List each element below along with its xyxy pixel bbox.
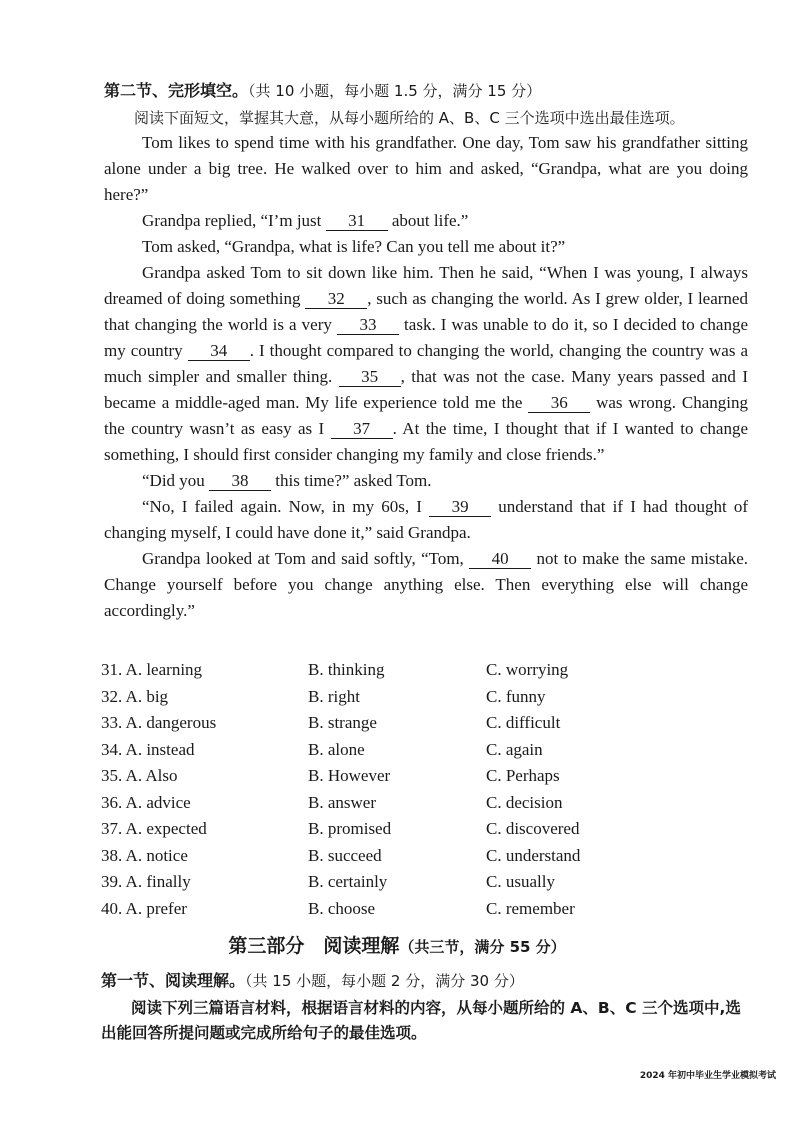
section-heading-reading [101, 968, 524, 991]
text-run: task. I was unable to do it, so I decided to change my country [104, 315, 749, 360]
option-row-40 [101, 896, 661, 923]
blank-40: 40 [469, 550, 531, 569]
text-run: not to make the same mistake. Change yourself before you change anything else. Then everything else will change accordingly.” [104, 549, 748, 620]
option-row-33 [101, 710, 661, 737]
option-row-31 [101, 657, 661, 684]
option-b: B. promised [308, 819, 392, 838]
option-a: 32. A. big [101, 686, 169, 706]
section-heading-cloze [104, 78, 541, 101]
text-run: understand that if I had thought of changing myself, I could have done it,” said Grandpa. [104, 497, 749, 542]
text-run: , such as changing the world. As I grew older, I learned that changing the world is a very [104, 289, 748, 334]
option-c: C. decision [486, 792, 563, 812]
section-instruction: 阅读下面短文，掌握其大意，从每小题所给的 A、B、C 三个选项中选出最佳选项。 [134, 109, 685, 127]
cloze-passage [104, 130, 748, 624]
part-heading-reading [0, 931, 794, 958]
page-footer: 2024 年初中毕业生学业模拟考试 [639, 1071, 776, 1081]
option-b: B. thinking [308, 660, 385, 679]
paragraph [104, 468, 748, 494]
blank-34: 34 [188, 342, 250, 361]
option-c: C. funny [486, 686, 546, 706]
option-c: C. remember [486, 898, 575, 918]
blank-31: 31 [326, 212, 388, 231]
option-b: B. alone [308, 739, 365, 759]
option-b: B. succeed [308, 845, 382, 865]
option-row-37 [101, 816, 661, 843]
blank-32: 32 [305, 290, 367, 309]
text-run: Grandpa asked Tom to sit down like him. Then he said, “When I was young, I always dreamed of doing something [104, 263, 748, 308]
option-a: 36. A. advice [101, 792, 191, 812]
option-c: C. understand [486, 845, 581, 865]
part-title: 第三部分 阅读理解 [228, 935, 400, 957]
option-a: 34. A. instead [101, 739, 195, 759]
option-a: 38. A. notice [101, 845, 188, 865]
blank-33: 33 [337, 316, 399, 335]
option-b: B. strange [308, 713, 377, 732]
option-row-32 [101, 684, 661, 711]
part-meta: （共三节，满分 55 分） [399, 938, 566, 956]
blank-37: 37 [331, 420, 393, 439]
option-c: C. usually [486, 872, 555, 891]
option-b: B. answer [308, 792, 376, 812]
option-c: C. again [486, 739, 543, 759]
option-row-34 [101, 737, 661, 764]
blank-38: 38 [209, 472, 271, 491]
blank-35: 35 [339, 368, 401, 387]
text-run: this time?” asked Tom. [271, 471, 432, 490]
text-run: was wrong. Changing the country wasn’t as easy as I [104, 393, 748, 438]
text-run: “No, I failed again. Now, in my 60s, I [142, 497, 430, 516]
option-row-36 [101, 790, 661, 817]
paragraph [104, 494, 748, 546]
option-c: C. worrying [486, 660, 569, 679]
section-title: 第一节、阅读理解。 [101, 971, 246, 990]
option-c: C. difficult [486, 713, 561, 732]
option-a: 35. A. Also [101, 766, 178, 785]
option-row-35 [101, 763, 661, 790]
option-a: 40. A. prefer [101, 898, 187, 918]
section-instruction: 阅读下列三篇语言材料，根据语言材料的内容，从每小题所给的 A、B、C 三个选项中,选出能回答所提问题或完成所给句子的最佳选项。 [101, 999, 741, 1042]
option-c: C. Perhaps [486, 766, 560, 785]
text-run: Grandpa looked at Tom and said softly, “Tom, [142, 549, 470, 568]
blank-39: 39 [429, 498, 491, 517]
text-run: . At the time, I thought that if I wanted to change something, I should first consider changing my family and close friends.” [104, 419, 748, 464]
option-a: 33. A. dangerous [101, 713, 217, 732]
section-title: 第二节、完形填空。 [104, 81, 249, 100]
paragraph: Tom likes to spend time with his grandfather. One day, Tom saw his grandfather sitting alone under a big tree. He walked over to him and asked, “Grandpa, what are you doing here?” [104, 133, 748, 204]
paragraph [104, 208, 748, 234]
option-row-38 [101, 843, 661, 870]
paragraph [104, 260, 748, 468]
text-run: about life.” [387, 211, 469, 230]
paragraph: Tom asked, “Grandpa, what is life? Can you tell me about it?” [142, 237, 566, 256]
section-meta: （共 10 小题，每小题 1.5 分，满分 15 分） [248, 82, 542, 100]
option-a: 37. A. expected [101, 819, 207, 838]
section-meta: （共 15 小题，每小题 2 分，满分 30 分） [245, 972, 524, 990]
option-b: B. However [308, 766, 391, 785]
option-b: B. right [308, 686, 360, 706]
option-b: B. certainly [308, 872, 388, 891]
answer-options [101, 657, 661, 922]
option-c: C. discovered [486, 819, 580, 838]
text-run: “Did you [142, 471, 210, 490]
text-run: . I thought compared to changing the world, changing the country was a much simpler and smaller thing. [104, 341, 749, 386]
text-run: , that was not the case. Many years passed and I became a middle-aged man. My life experience told me the [104, 367, 749, 412]
option-a: 31. A. learning [101, 660, 203, 679]
blank-36: 36 [528, 394, 590, 413]
option-row-39 [101, 869, 661, 896]
text-run: Grandpa replied, “I’m just [142, 211, 326, 230]
paragraph [104, 546, 748, 624]
option-a: 39. A. finally [101, 872, 191, 891]
option-b: B. choose [308, 898, 376, 918]
